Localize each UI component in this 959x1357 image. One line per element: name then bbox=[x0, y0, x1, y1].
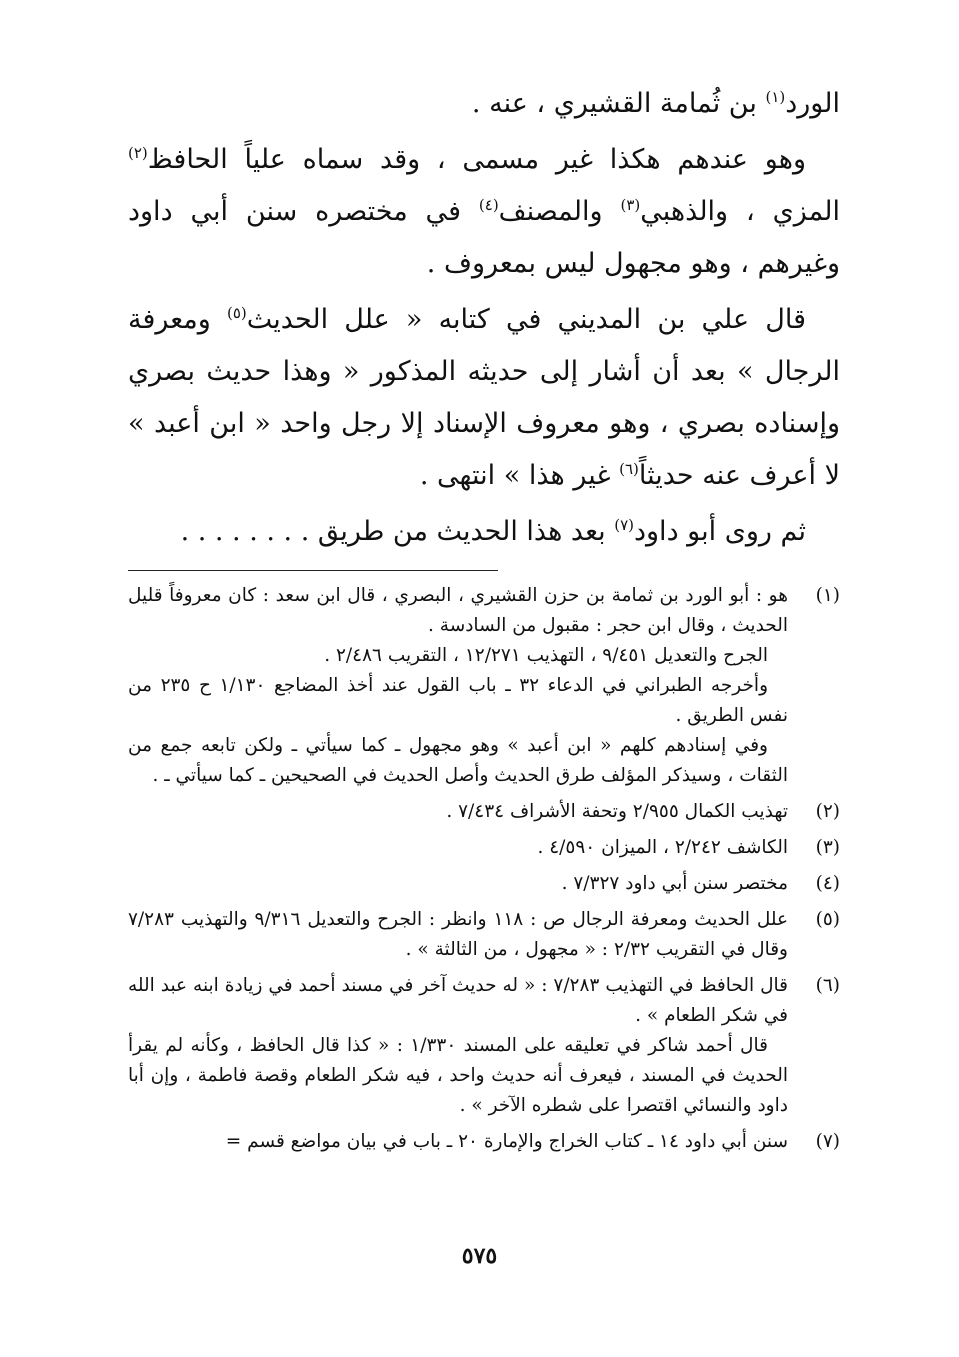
footnote-number: (١) bbox=[815, 585, 840, 606]
footnote-ref-2: (٢) bbox=[128, 144, 148, 162]
footnote-body bbox=[128, 797, 788, 827]
footnote-body bbox=[128, 1127, 788, 1157]
footnote-text: الجرح والتعديل ٩/٤٥١ ، التهذيب ١٢/٢٧١ ، التقريب ٢/٤٨٦ . bbox=[324, 645, 768, 666]
footnote-number: (٥) bbox=[815, 909, 840, 930]
footnote-number: (٧) bbox=[815, 1131, 840, 1152]
footnote-text: سنن أبي داود ١٤ ـ كتاب الخراج والإمارة ٢٠ ـ باب في بيان مواضع قسم = bbox=[225, 1131, 788, 1152]
page-number: ٥٧٥ bbox=[461, 1243, 498, 1269]
footnote-text: هو : أبو الورد بن ثمامة بن حزن القشيري ، البصري ، قال ابن سعد : كان معروفاً قليل الحديث ، وقال ابن حجر : مقبول من السادسة . bbox=[128, 585, 788, 636]
footnote-separator-wrap bbox=[128, 558, 840, 581]
footnote-ref-3: (٣) bbox=[620, 196, 641, 214]
footnote-ref-5: (٥) bbox=[226, 304, 247, 322]
footnote-separator bbox=[128, 570, 498, 571]
main-paragraph-2: وهو عندهم هكذا غير مسمى ، وقد سماه علياً الحافظ$^{(٢)}$ المزي ، والذهبي$^{(٣)}$ والمصنف$^{(٤)}$ في مختصره سنن أبي داود وغيرهم ، وهو مجهول ليس بمعروف . bbox=[128, 144, 840, 279]
footnote-body bbox=[128, 905, 788, 965]
footnote-ref-6: (٦) bbox=[619, 460, 639, 478]
page-content bbox=[128, 78, 840, 1163]
footnote-ref-4: (٤) bbox=[478, 196, 499, 214]
footnote-text: قال الحافظ في التهذيب ٧/٢٨٣ : « له حديث آخر في مسند أحمد في زيادة ابنه عبد الله في شكر الطعام » . bbox=[128, 975, 788, 1026]
main-text bbox=[128, 78, 840, 558]
footnotes bbox=[128, 581, 840, 1157]
footnote-text: قال أحمد شاكر في تعليقه على المسند ١/٣٣٠ : « كذا قال الحافظ ، وكأنه لم يقرأ الحديث في المسند ، فيعرف أنه حديث واحد ، فيه شكر الطعام وقصة فاطمة ، وإن أبا داود والنسائي اقتصرا على شطره الآخر » . bbox=[128, 1035, 788, 1116]
footnote-number: (٦) bbox=[815, 975, 840, 996]
footnote-text: وفي إسنادهم كلهم « ابن أعبد » وهو مجهول ـ كما سيأتي ـ ولكن تابعه جمع من الثقات ، وسيذكر المؤلف طرق الحديث وأصل الحديث في الصحيحين ـ كما سيأتي ـ . bbox=[128, 735, 788, 786]
footnote-text: الكاشف ٢/٢٤٢ ، الميزان ٤/٥٩٠ . bbox=[537, 837, 788, 858]
footnote-5 bbox=[128, 905, 840, 965]
footnote-text: مختصر سنن أبي داود ٧/٣٢٧ . bbox=[561, 873, 788, 894]
footnote-number: (٣) bbox=[815, 837, 840, 858]
footnote-number: (٢) bbox=[815, 801, 840, 822]
footnote-1 bbox=[128, 581, 840, 791]
footnote-body bbox=[128, 581, 788, 791]
footnote-body bbox=[128, 971, 788, 1121]
footnote-ref-7: (٧) bbox=[614, 516, 634, 534]
footnote-text: تهذيب الكمال ٢/٩٥٥ وتحفة الأشراف ٧/٤٣٤ . bbox=[446, 801, 788, 822]
footnote-text: علل الحديث ومعرفة الرجال ص : ١١٨ وانظر : الجرح والتعديل ٩/٣١٦ والتهذيب ٧/٢٨٣ وقال في التقريب ٢/٣٢ : « مجهول ، من الثالثة » . bbox=[128, 909, 788, 960]
footnote-ref-1: (١) bbox=[765, 88, 786, 106]
main-paragraph-1: الورد$^{(١)}$ بن ثُمامة القشيري ، عنه . bbox=[471, 88, 840, 119]
footnote-number: (٤) bbox=[815, 873, 840, 894]
footnote-7 bbox=[128, 1127, 840, 1157]
main-paragraph-4: ثم روى أبو داود$^{(٧)}$ بعد هذا الحديث من طريق . . . . . . . . bbox=[180, 516, 806, 547]
footnote-text: وأخرجه الطبراني في الدعاء ٣٢ ـ باب القول عند أخذ المضاجع ١/١٣٠ ح ٢٣٥ من نفس الطريق . bbox=[128, 675, 788, 726]
main-paragraph-3: قال علي بن المديني في كتابه « علل الحديث$^{(٥)}$ ومعرفة الرجال » بعد أن أشار إلى حديثه المذكور « وهذا حديث بصري وإسناده بصري ، وهو معروف الإسناد إلا رجل واحد « ابن أعبد » لا أعرف عنه حديثاً$^{(٦)}$ غير هذا » انتهى . bbox=[128, 304, 840, 491]
footnote-6 bbox=[128, 971, 840, 1121]
footnote-2 bbox=[128, 797, 840, 827]
footnote-body bbox=[128, 869, 788, 899]
footnote-body bbox=[128, 833, 788, 863]
footnote-3 bbox=[128, 833, 840, 863]
footnote-4 bbox=[128, 869, 840, 899]
